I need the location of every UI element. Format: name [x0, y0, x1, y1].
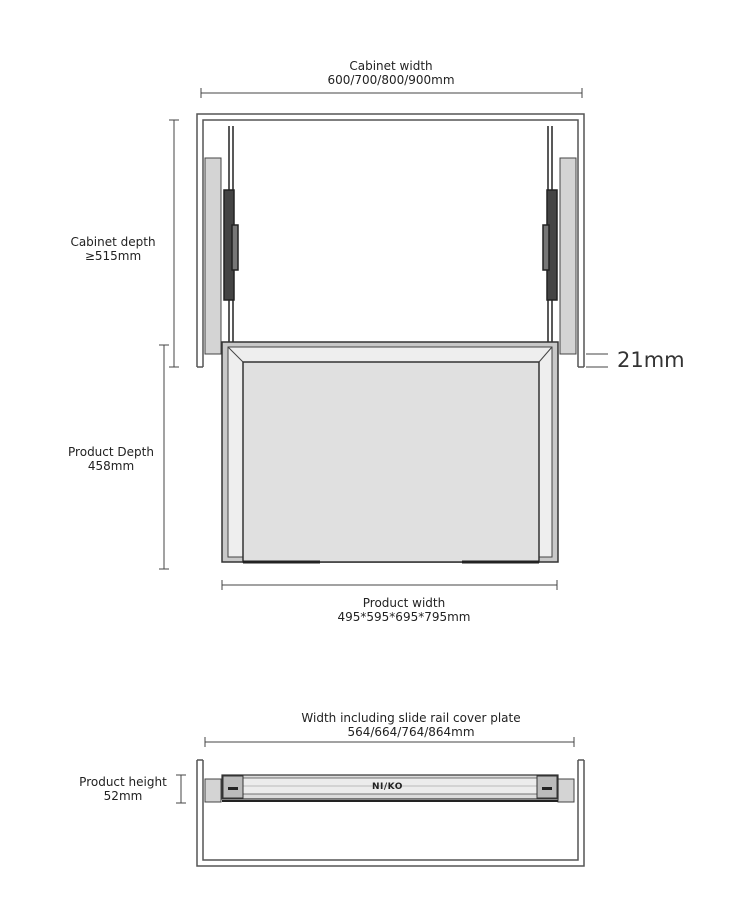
left-slide-rail: [224, 126, 238, 345]
rail-cover-width-label: [271, 711, 551, 739]
brand-logo: NI/KO: [372, 782, 403, 792]
cabinet-width-value: 600/700/800/900mm: [327, 73, 455, 87]
cabinet-width-title: Cabinet width: [349, 59, 433, 73]
product-height-value: 52mm: [103, 789, 143, 803]
cabinet-outline: [197, 114, 584, 367]
rail-cover-width-value: 564/664/764/864mm: [347, 725, 475, 739]
side-thickness-label: 21mm: [617, 348, 685, 372]
cabinet-depth-title: Cabinet depth: [70, 235, 156, 249]
product-width-value: 495*595*695*795mm: [337, 610, 471, 624]
product-depth-value: 458mm: [87, 459, 135, 473]
product-depth-label: [56, 445, 166, 473]
cabinet-width-dimension: [201, 88, 582, 98]
product-width-label: [304, 596, 504, 624]
cabinet-depth-dimension: [169, 120, 179, 367]
left-front-panel: [205, 779, 221, 802]
product-width-title: Product width: [362, 596, 446, 610]
right-front-panel: [558, 779, 574, 802]
product-width-dimension: [222, 580, 557, 590]
cabinet-depth-value: ≥515mm: [84, 249, 142, 263]
cabinet-width-label: [291, 59, 491, 87]
rail-cover-width-title: Width including slide rail cover plate: [301, 711, 521, 725]
side-thickness-marker: [586, 354, 608, 367]
product-height-title: Product height: [79, 775, 167, 789]
drawer-tray: [222, 342, 558, 562]
product-depth-title: Product Depth: [68, 445, 154, 459]
cabinet-depth-label: [58, 235, 168, 263]
left-side-panel: [205, 158, 221, 354]
right-slide-rail: [543, 126, 557, 345]
product-height-label: [68, 775, 178, 803]
right-side-panel: [560, 158, 576, 354]
